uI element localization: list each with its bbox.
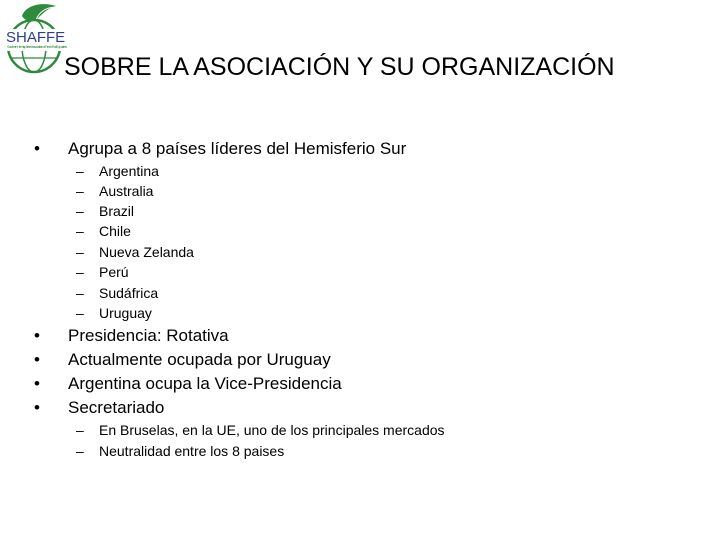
country-name: Brazil [99,203,135,219]
bullet-icon: • [34,374,40,393]
country-name: Sudáfrica [99,285,159,301]
bullet-icon: • [34,398,40,417]
shaffe-logo [2,2,70,74]
dash-icon: – [76,264,84,280]
bullet-text: Actualmente ocupada por Uruguay [68,350,331,369]
dash-icon: – [76,223,84,239]
slide-title: SOBRE LA ASOCIACIÓN Y SU ORGANIZACIÓN [64,53,615,81]
country-name: Perú [99,264,129,280]
logo-subtitle: Southern Hemisphere Association of Fresh Fruit Exporters [7,45,68,49]
dash-icon: – [76,285,84,301]
dash-icon: – [76,422,84,438]
country-name: Uruguay [99,305,152,321]
bullet-icon: • [34,326,40,345]
bullet-text: Agrupa a 8 países líderes del Hemisferio Sur [68,139,407,158]
bullet-text: Argentina ocupa la Vice-Presidencia [68,374,342,393]
bullet-icon: • [34,139,40,158]
country-name: Argentina [99,163,159,179]
dash-icon: – [76,203,84,219]
country-name: Australia [99,183,154,199]
bullet-text: Presidencia: Rotativa [68,326,229,345]
bullet-text: Secretariado [68,398,165,417]
secretariado-text: En Bruselas, en la UE, uno de los principales mercados [99,422,445,438]
dash-icon: – [76,244,84,260]
dash-icon: – [76,305,84,321]
dash-icon: – [76,183,84,199]
country-name: Nueva Zelanda [99,244,194,260]
globe-leaf-icon [2,2,70,74]
bullet-icon: • [34,350,40,369]
dash-icon: – [76,163,84,179]
logo-text: SHAFFE [6,29,66,46]
dash-icon: – [76,443,84,459]
country-name: Chile [99,223,131,239]
secretariado-text: Neutralidad entre los 8 paises [99,443,285,459]
